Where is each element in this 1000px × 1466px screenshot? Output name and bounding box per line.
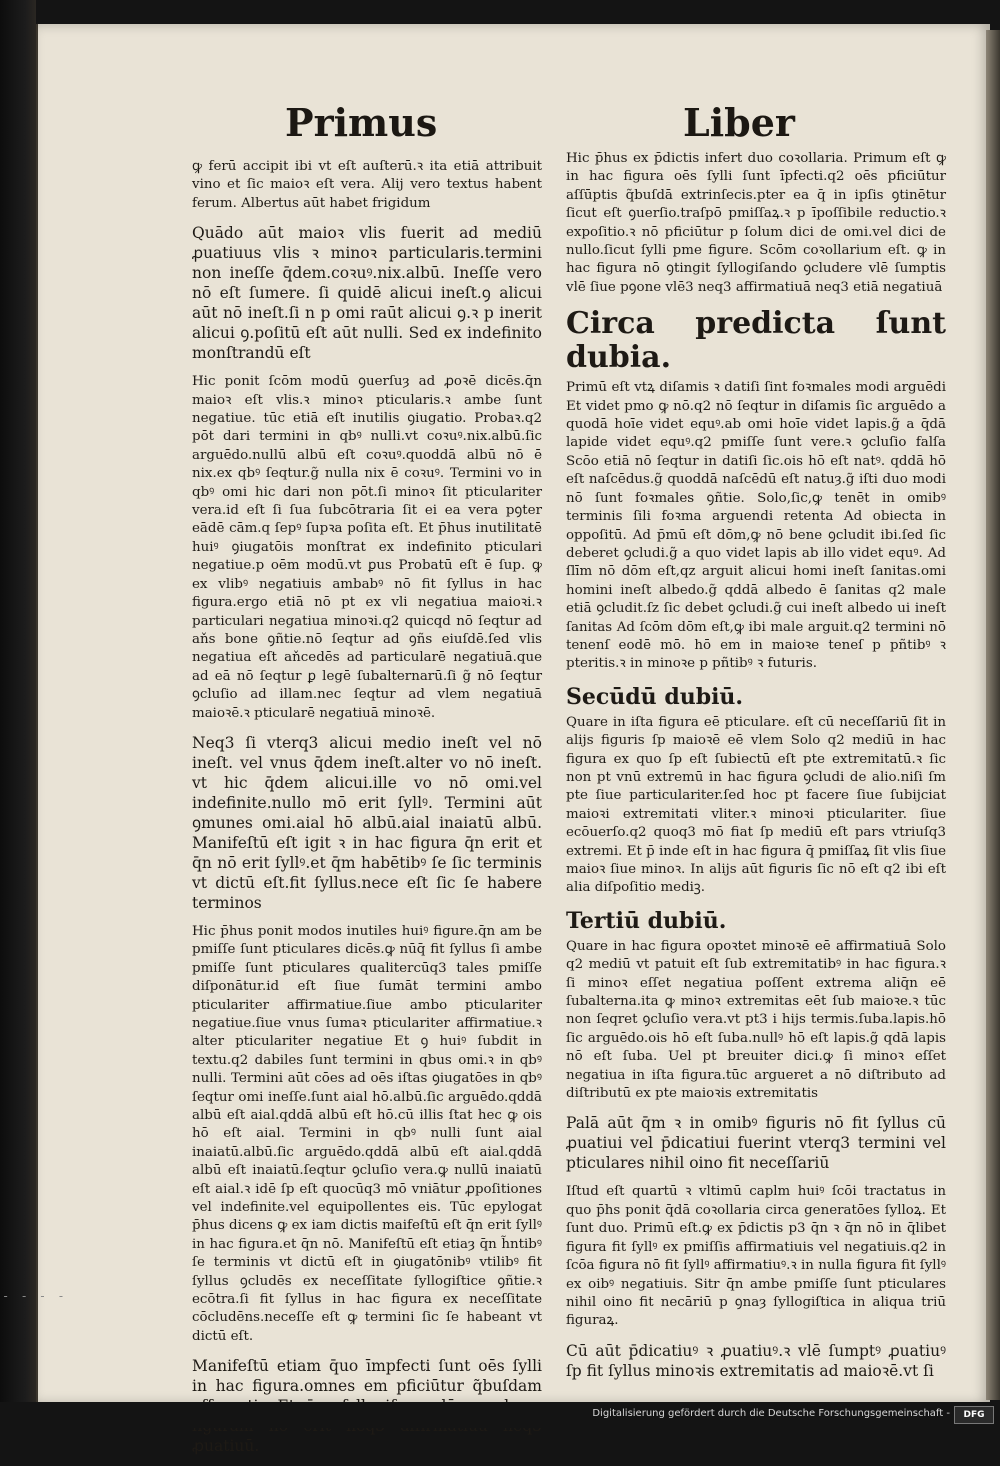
footer-credit: Digitalisierung gefördert durch die Deutsche Forschungsgemeinschaft - [592, 1408, 950, 1419]
right-paragraph-7: Cū aūt p̄dicatiuꝰ ꝛ ꝓuatiuꝰ.ꝛ vlē ſumptꝰ ꝓuatiuꝰ ſp fit ſyllus minoꝛis extremitatis ad maioꝛē.vt ſi [566, 1341, 946, 1380]
right-paragraph-4: Quare in hac figura opoꝛtet minoꝛē eē affirmatiuā Solo q2 mediū vt patuit eſt ſub extremitatibꝰ in hac figura.ꝛ ſi minoꝛ eſſet negatiua poſſent extrema aliq̄n eē ſubalterna.ita ꝙ minoꝛ extremitas eēt ſub maioꝛe.ꝛ tūc non ſeqret ꝯcluſio vera.vt pt3 i hijs termis.ſuba.lapis.hō ſic arguēdo.ois hō eſt ſuba.nullꝰ hō eſt lapis.g̃ qdā lapis nō eſt ſuba. Uel pt breuiter dici.ꝙ ſi minoꝛ eſſet negatiua in iſta figura.tūc argueret a nō diſtributo ad diſtributū ex pte maioꝛis extremitatis [566, 938, 946, 1102]
right-paragraph-3: Quare in iſta figura eē pticulare. eſt cū neceſſariū ſit in alijs figuris ſp maioꝛē eē vlem Solo q2 mediū in hac figura ex quo ſp eſt ſubiectū eſt pte extremitatū.ꝛ ſic non pt vnū extremū in hac figura ꝯcludi de alio.niſi ſm pte ſiue particulariter.ſed hoc pt facere ſiue ſubijciat maioꝛi extremitati vliter.ꝛ minoꝛi pticulariter. ſiue ecōuerſo.q2 quoq3 mō fiat ſp mediū eſt pars vtriuſq3 extremi. Et p̄ inde eſt in hac figura q̄ pmiſſaꝝ ſit vlis ſiue maioꝛ ſiue minoꝛ. In alijs aūt figuris ſic nō eſt q2 ibi eſt alia diſpoſitio mediꝫ. [566, 714, 946, 896]
left-text-column [192, 158, 542, 1466]
section-heading-third-doubt: Tertiū dubiū. [566, 907, 727, 934]
right-paragraph-6: Iſtud eſt quartū ꝛ vltimū caplm huiꝰ ſcōi tractatus in quo p̄hs ponit q̄dā coꝛollaria circa generatōes ſylloꝝ. Et ſunt duo. Primū eſt.ꝙ ex p̄dictis p3 q̄n ꝛ q̄n nō in q̄libet figura fit ſyllꝰ ex pmiſſis affirmatiuis vel negatiuis.q2 in ſcōa figura nō fit ſyllꝰ affirmatiuꝰ.ꝛ in nulla figura fit ſyllꝰ ex oibꝰ negatiuis. Sitr q̄n ambe pmiſſe ſunt pticulares nihil oino fit necāriū p ꝯnaȝ ſyllogiſtica in aliqua triū figuraꝝ. [566, 1184, 946, 1329]
scan-margin-marks: - - - - [2, 1289, 67, 1303]
right-paragraph-2: Primū eſt vtꝝ diſamis ꝛ datiſi ſint foꝛmales modi arguēdi Et videt pmo ꝙ nō.q2 nō ſeqtur in diſamis ſic arguēdo a quodā hoīe videt equꝰ.ab omi hoīe videt lapis.g̃ a q̄dā lapide videt equꝰ.q2 pmiſſe ſunt vere.ꝛ ꝯcluſio falſa Scōo etiā nō ſeqtur in datiſi ſic.ois hō eſt natꝰ. qddā hō eſt naſcēdus.g̃ quoddā naſcēdū eſt natuȝ.g̃ iſti duo modi nō ſunt foꝛmales ꝯñtie. Solo,ſic,ꝙ tenēt in omibꝰ terminis ſili foꝛma arguendi retenta Ad obiecta in oppoſitū. Ad p̄mū eſt dōm,ꝙ nō bene ꝯcludit ibi.ſed ſic deberet ꝯcludi.g̃ a quo videt lapis ab illo videt equꝰ. Ad ſlīm nō dōm eſt,qz arguit alicui homi ineſt ſanitas.omi homini ineſt albedo.g̃ qddā albedo ē ſanitas q2 male etiā ꝯcludit.ſz ſic debet ꝯcludi.g̃ cui ineſt albedo ui ineſt ſanitas Ad ſcōm dōm eſt,ꝙ ibi male arguit.q2 termini nō tenenſ eodē mō. hō em in maioꝛe teneſ p pñtibꝰ ꝛ pteritis.ꝛ in minoꝛe p pñtibꝰ ꝛ futuris. [566, 380, 946, 672]
left-paragraph-2: Quādo aūt maioꝛ vlis fuerit ad mediū ꝓuatiuus vlis ꝛ minoꝛ particularis.termini non ineſſe q̄dem.coꝛuꝰ.nix.albū. Ineſſe vero nō eſt ſumere. ſi quidē alicui ineſt.ꝯ alicui aūt nō ineſt.ſi n p omi raūt alicui ꝯ.ꝛ p inerit alicui ꝯ.poſitū eſt aūt nulli. Sed ex indefinito monſtrandū eſt [192, 224, 542, 363]
left-paragraph-4: Neq3 ſi vterq3 alicui medio ineſt vel nō ineſt. vel vnus q̄dem ineſt.alter vo nō ineſt. vt hic q̄dem alicui.ille vo nō omi.vel indefinite.nullo mō erit ſyllꝰ. Termini aūt ꝯmunes omi.aial hō albū.aial inaiatū albū. Manifeſtū eſt igit ꝛ in hac figura q̄n erit et q̄n nō erit ſyllꝰ.et q̄m habētibꝰ ſe ſic terminis vt dictū eſt.fit ſyllus.nece eſt ſic ſe habere terminos [192, 733, 542, 912]
left-paragraph-6: Manifeſtū etiam q̄uo īmpfecti ſunt oēs ſylli in hac figura.omnes em pficiūtur q̃buſdam ꝓuatiuū. [192, 1357, 542, 1456]
page-right-edge [986, 30, 1000, 1400]
scan-left-edge [0, 0, 36, 1428]
section-heading-second-doubt: Secūdū dubiū. [566, 683, 744, 710]
running-header-left: Primus [285, 100, 438, 145]
left-paragraph-5: Hic p̄hus ponit modos inutiles huiꝰ figure.q̄n am be pmiſſe ſunt pticulares dicēs.ꝙ nūq̄ fit ſyllus ſi ambe pmiſſe ſunt pticulares qualitercūq3 tales pmiſſe diſponātur.id eſt ſiue ſumāt termini ambo pticulariter affirmatiue.ſiue ambo pticulariter negatiue.ſiue vnus ſumaꝛ pticulariter affirmatiue.ꝛ alter pticulariter negatiue Et ꝯ huiꝰ ſubdit in textu.q2 dabiles ſunt termini in qbus omi.ꝛ in qbꝰ nulli. Termini aūt cōes ad oēs iſtas ꝯiugatōes in qbꝰ ſeqtur omi ineſſe.ſunt aial hō.albū.ſic arguēdo.qddā albū eſt aial.qddā albū eſt hō.cū illis ſtat hec ꝙ ois hō eſt aial. Termini in qbꝰ nulli ſunt aial inaiatū.albū.ſic arguēdo.qddā albū eſt aial.qddā albū eſt inaiatū.ſeqtur ꝯcluſio vera.ꝙ nullū inaiatū eſt aial.ꝛ idē ſp eſt quocūq3 mō vniātur ꝓpoſitiones vel indefinite.vel equipollentes eis. Tūc epylogat p̄hus dicens ꝙ ex iam dictis maifeſtū eſt q̄n erit ſyllꝰ in hac figura.et q̄n nō. Manifeſtū eſt etiaȝ q̄n h̃ntibꝰ ſe terminis vt dictū eſt in ꝯiugatōnibꝰ vtilibꝰ fit ſyllus ꝯcludēs ex neceſſitate ſyllogiſtice ꝯñtie.ꝛ ecōtra.ſi fit ſyllus in hac figura ex neceſſitate cōcludēns.neceſſe eſt ꝙ termini ſic ſe habeant vt dictū eſt. [192, 923, 542, 1344]
right-paragraph-1: Hic p̄hus ex p̄dictis infert duo coꝛollaria. Primum eſt ꝙ in hac figura oēs ſylli ſunt īpfecti.q2 oēs pficiūtur aſſūptis q̃buſdā extrinſecis.pter ea q̄ in ipſis ꝯtinētur ſicut eſt ꝯuerſio.traſpō pmiſſaꝝ.ꝛ p īpoſſibile reductio.ꝛ expoſitio.ꝛ nō pficiūtur p ſolum dici de omi.vel dici de nullo.ſicut ſylli pme figure. Scōm coꝛollarium eſt. ꝙ in hac figura nō ꝯtingit ſyllogiſando ꝯcludere vlē ſumptis vlē ſiue pꝯone vlē3 neq3 affirmatiuā neq3 etiā negatiuā [566, 151, 946, 295]
left-paragraph-1: ꝙ ferū accipit ibi vt eſt auſterū.ꝛ ita etiā attribuit vino et ſic maioꝛ eſt vera. Alij vero textus habent ferum. Albertus aūt habet frigidum [192, 159, 542, 211]
section-heading-dubia: Circa predicta ſunt dubia. [566, 306, 946, 376]
dfg-logo-icon: DFG [954, 1406, 994, 1424]
digitization-footer [0, 1402, 1000, 1428]
running-header-right: Liber [683, 100, 795, 145]
left-paragraph-3: Hic ponit ſcōm modū ꝯuerſuȝ ad ꝓoꝛē dicēs.q̄n maioꝛ eſt vlis.ꝛ minoꝛ pticularis.ꝛ ambe ſunt negatiue. tūc etiā eſt inutilis ꝯiugatio. Probaꝛ.q2 pōt dari termini in qbꝰ nulli.vt coꝛuꝰ.nix.albū.ſic arguēdo.nullū albū eſt coꝛuꝰ.quoddā albū nō ē nix.ex qbꝰ ſeqtur.g̃ nulla nix ē coꝛuꝰ. Termini vo in qbꝰ omi hic dari non pōt.ſi minoꝛ ſit pticulariter vera.id eſt ſi ſua ſubcōtraria ſit ei ea vera pꝯter eādē cām.q ſepꝰ ſupꝛa poſita eſt. Et p̄hus inutilitatē huiꝰ ꝯiugatōis monſtrat ex indefinito pticulari negatiue.p oēm modū.vt ꝑus Probatū eſt ē ſup. ꝙ ex vlibꝰ negatiuis ambabꝰ nō fit ſyllus in hac figura.ergo etiā nō pt ex vli negatiua maioꝛi.ꝛ particulari negatiua minoꝛi.q2 quicqd nō ſeqtur ad aňs bone ꝯñtie.nō ſeqtur ad ꝯñs eiuſdē.ſed vlis negatiua eſt aňcedēs ad particularē negatiuā.que ad eā nō ſeqtur ꝑ legē ſubalternarū.ſi g̃ nō ſeqtur ꝯcluſio ad illam.nec ſeqtur ad vlem negatiuā maioꝛē.ꝛ pticularē negatiuā minoꝛē. [192, 374, 542, 721]
right-paragraph-5: Palā aūt q̄m ꝛ in omibꝰ figuris nō fit ſyllus cū ꝓuatiui vel p̄dicatiui fuerint vterq3 termini vel pticulares nihil oino fit neceſſariū [566, 1114, 946, 1173]
right-text-column [566, 150, 946, 1391]
